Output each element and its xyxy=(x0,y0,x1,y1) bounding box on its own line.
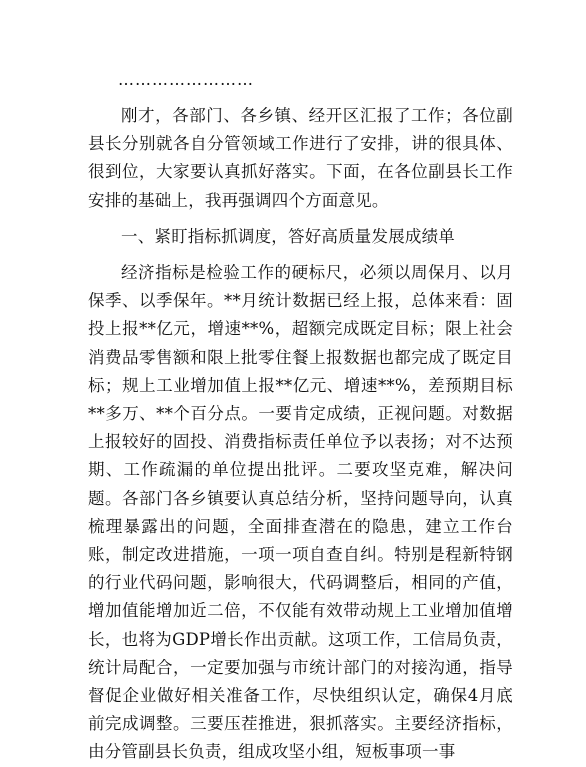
section-heading: 一、紧盯指标抓调度，答好高质量发展成绩单 xyxy=(121,226,455,246)
body-paragraph: 经济指标是检验工作的硬标尺，必须以周保月、以月保季、以季保年。**月统计数据已经上报，总体来看：固投上报**亿元，增速**%，超额完成既定目标；限上社会消费品零售额和限上批零住餐上报数据也都完成了既定目标；规上工业增加值上报**亿元、增速**%，差预期目标**多万、**个百分点。一要肯定成绩，正视问题。对数据上报较好的固投、消费指标责任单位予以表扬；对不达预期、工作疏漏的单位提出批评。二要攻坚克难，解决问题。各部门各乡镇要认真总结分析，坚持问题导向，认真梳理暴露出的问题，全面排查潜在的隐患，建立工作台账，制定改进措施，一项一项自查自纠。特别是程新特钢的行业代码问题，影响很大，代码调整后，相同的产值，增加值能增加近二倍，不仅能有效带动规上工业增加值增长，也将为GDP增长作出贡献。这项工作，工信局负责，统计局配合，一定要加强与市统计部门的对接沟通，指导督促企业做好相关准备工作，尽快组织认定，确保4月底前完成调整。三要压茬推进，狠抓落实。主要经济指标，由分管副县长负责，组成攻坚小组，短板事项一事 xyxy=(88,263,513,762)
document-body xyxy=(88,66,513,767)
separator-dots: …………………… xyxy=(118,70,254,89)
intro-paragraph: 刚才，各部门、各乡镇、经开区汇报了工作；各位副县长分别就各自分管领域工作进行了安排，讲的很具体、很到位，大家要认真抓好落实。下面，在各位副县长工作安排的基础上，我再强调四个方面意见。 xyxy=(88,106,513,210)
